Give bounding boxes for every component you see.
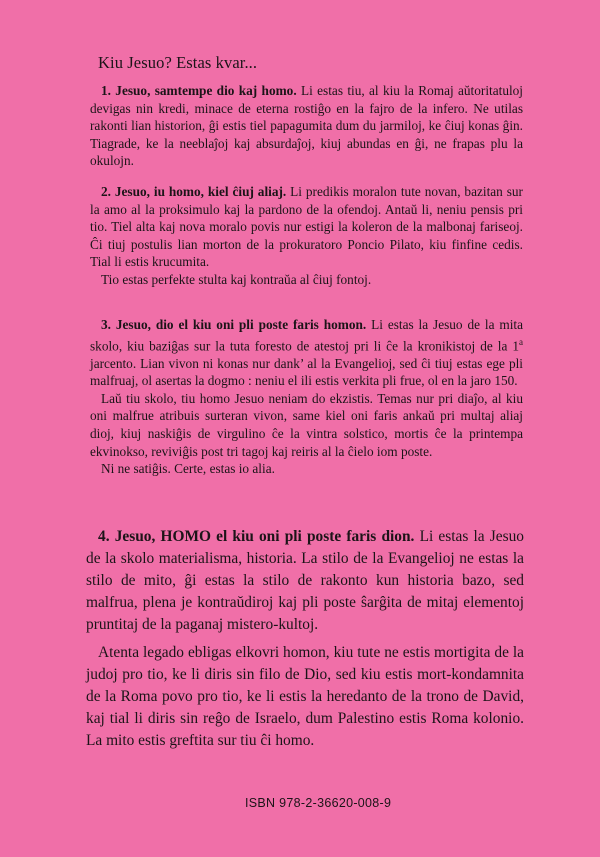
section-1-text: Li estas tiu, al kiu la Romaj aŭtoritatuloj devigas nin kredi, minace de eterna rostiĝo en la fajro de la infero. Ne utilas rakonti lian historion, ĝi estis tiel papagumita dum du jarmiloj, ke ĉiuj konas ĝin. Tiagrade, ke la neeblaĵoj kaj absurdaĵoj, kiuj abundas en ĝi, ne frapas plu la okulojn. xyxy=(90,83,524,169)
section-2 xyxy=(90,183,523,289)
section-2-title: 2. Jesuo, iu homo, kiel ĉiuj aliaj. xyxy=(101,184,287,199)
section-3-text-a: Li estas la Jesuo de la mita skolo, kiu baziĝas sur la tuta foresto de atestoj pri li ĉe la kronikistoj de la 1 xyxy=(90,317,523,354)
section-3-text-2: Laŭ tiu skolo, tiu homo Jesuo neniam do ekzistis. Temas nur pri diaĵo, al kiu oni malfrue atribuis surteran vivon, same kiel oni faris ankaŭ pri multaj aliaj dioj, kiuj naskiĝis de virgulino ĉe la vintra solstico, mortis ĉe la printempa ekvinokso, reviviĝis post tri tagoj kaj reiris al la ĉielo iom poste. xyxy=(90,390,523,459)
isbn: ISBN 978-2-36620-008-9 xyxy=(245,796,392,810)
section-3-superscript: a xyxy=(519,336,523,347)
section-3-title: 3. Jesuo, dio el kiu oni pli poste faris homon. xyxy=(101,317,367,332)
section-4-text: Li estas la Jesuo de la skolo materialisma, historia. La stilo de la Evangelioj ne estas la stilo de mito, ĝi estas la stilo de rakonto kun historia bazo, sed malfrua, plena je kontraŭdiroj kaj pli poste ŝarĝita de mitaj elementoj pruntitaj de la paganaj mistero-kultoj. xyxy=(86,528,524,633)
section-4 xyxy=(86,526,524,752)
section-4-text-2: Atenta legado ebligas elkovri homon, kiu tute ne estis mortigita de la judoj pro tio, ke li diris sin filo de Dio, sed kiu estis mort-kondamnita de la Roma povo pro tio, ke li estis la heredanto de la trono de David, kaj tial li diris sin reĝo de Israelo, dum Palestino estis Roma kolonio. La mito estis greftita sur tiu ĉi homo. xyxy=(86,644,524,749)
section-3-text-b: jarcento. Lian vivon ni konas nur dank’ al la Evangelioj, sed ĉi tiuj estas ege pli malfruaj, ol asertas la dogmo : neniu el ili estis verkita pli frue, ol en la jaro 150. xyxy=(90,355,523,389)
section-1 xyxy=(90,82,523,170)
page-heading: Kiu Jesuo? Estas kvar... xyxy=(98,53,258,72)
section-2-text-2: Tio estas perfekte stulta kaj kontraŭa al ĉiuj fontoj. xyxy=(101,271,372,287)
section-3-text-3: Ni ne satiĝis. Certe, estas io alia. xyxy=(101,461,275,477)
section-3 xyxy=(90,316,523,478)
section-4-title: 4. Jesuo, HOMO el kiu oni pli poste faris dion. xyxy=(98,528,415,545)
section-1-title: 1. Jesuo, samtempe dio kaj homo. xyxy=(101,83,297,98)
section-2-text: Li predikis moralon tute novan, bazitan sur la amo al la proksimulo kaj la pardono de la ofendoj. Antaŭ li, neniu pensis pri tio. Tiel alta kaj nova moralo povis nur estigi la koleron de la malbonaj fariseoj. Ĉi tiuj postulis lian morton de la prokuratoro Poncio Pilato, kiu finfine cedis. Tial li estis krucumita. xyxy=(90,184,523,270)
